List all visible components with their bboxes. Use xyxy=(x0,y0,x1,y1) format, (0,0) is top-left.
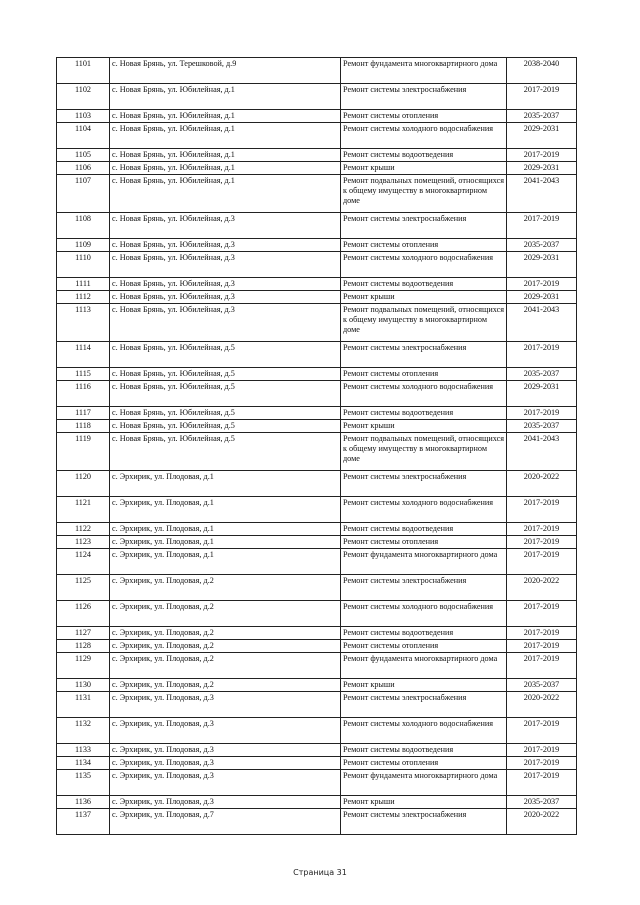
work-type-cell: Ремонт системы водоотведения xyxy=(341,744,507,757)
years-cell: 2017-2019 xyxy=(507,149,577,162)
address-cell: с. Новая Брянь, ул. Терешковой, д.9 xyxy=(110,58,341,84)
row-number-cell: 1133 xyxy=(57,744,110,757)
table-row xyxy=(57,291,577,304)
row-number-cell: 1128 xyxy=(57,640,110,653)
work-type-cell: Ремонт крыши xyxy=(341,420,507,433)
work-type-cell: Ремонт системы холодного водоснабжения xyxy=(341,381,507,407)
work-type-cell: Ремонт крыши xyxy=(341,291,507,304)
address-cell: с. Новая Брянь, ул. Юбилейная, д.5 xyxy=(110,381,341,407)
table-row xyxy=(57,239,577,252)
address-cell: с. Новая Брянь, ул. Юбилейная, д.3 xyxy=(110,304,341,342)
row-number-cell: 1131 xyxy=(57,692,110,718)
years-cell: 2020-2022 xyxy=(507,692,577,718)
row-number-cell: 1117 xyxy=(57,407,110,420)
table-row xyxy=(57,718,577,744)
years-cell: 2017-2019 xyxy=(507,653,577,679)
row-number-cell: 1108 xyxy=(57,213,110,239)
row-number-cell: 1101 xyxy=(57,58,110,84)
years-cell: 2017-2019 xyxy=(507,536,577,549)
address-cell: с. Новая Брянь, ул. Юбилейная, д.5 xyxy=(110,342,341,368)
years-cell: 2020-2022 xyxy=(507,575,577,601)
row-number-cell: 1134 xyxy=(57,757,110,770)
address-cell: с. Эрхирик, ул. Плодовая, д.2 xyxy=(110,653,341,679)
address-cell: с. Новая Брянь, ул. Юбилейная, д.3 xyxy=(110,239,341,252)
address-cell: с. Эрхирик, ул. Плодовая, д.3 xyxy=(110,718,341,744)
address-cell: с. Новая Брянь, ул. Юбилейная, д.3 xyxy=(110,252,341,278)
address-cell: с. Эрхирик, ул. Плодовая, д.2 xyxy=(110,627,341,640)
row-number-cell: 1135 xyxy=(57,770,110,796)
work-type-cell: Ремонт системы холодного водоснабжения xyxy=(341,718,507,744)
work-type-cell: Ремонт системы электроснабжения xyxy=(341,213,507,239)
table-row xyxy=(57,58,577,84)
row-number-cell: 1104 xyxy=(57,123,110,149)
row-number-cell: 1120 xyxy=(57,471,110,497)
table-row xyxy=(57,601,577,627)
table-row xyxy=(57,84,577,110)
years-cell: 2041-2043 xyxy=(507,175,577,213)
row-number-cell: 1109 xyxy=(57,239,110,252)
work-type-cell: Ремонт крыши xyxy=(341,162,507,175)
years-cell: 2029-2031 xyxy=(507,162,577,175)
table-row xyxy=(57,368,577,381)
years-cell: 2035-2037 xyxy=(507,110,577,123)
work-type-cell: Ремонт системы холодного водоснабжения xyxy=(341,497,507,523)
table-row xyxy=(57,252,577,278)
row-number-cell: 1137 xyxy=(57,809,110,835)
row-number-cell: 1102 xyxy=(57,84,110,110)
document-table-container xyxy=(56,57,576,835)
table-row xyxy=(57,692,577,718)
address-cell: с. Эрхирик, ул. Плодовая, д.3 xyxy=(110,692,341,718)
years-cell: 2017-2019 xyxy=(507,601,577,627)
years-cell: 2017-2019 xyxy=(507,627,577,640)
work-type-cell: Ремонт системы водоотведения xyxy=(341,278,507,291)
row-number-cell: 1130 xyxy=(57,679,110,692)
table-row xyxy=(57,381,577,407)
work-type-cell: Ремонт системы водоотведения xyxy=(341,149,507,162)
row-number-cell: 1111 xyxy=(57,278,110,291)
work-type-cell: Ремонт системы водоотведения xyxy=(341,407,507,420)
work-type-cell: Ремонт фундамента многоквартирного дома xyxy=(341,58,507,84)
address-cell: с. Эрхирик, ул. Плодовая, д.7 xyxy=(110,809,341,835)
row-number-cell: 1107 xyxy=(57,175,110,213)
capital-repair-schedule-table xyxy=(56,57,577,835)
years-cell: 2017-2019 xyxy=(507,770,577,796)
years-cell: 2017-2019 xyxy=(507,549,577,575)
row-number-cell: 1136 xyxy=(57,796,110,809)
work-type-cell: Ремонт системы отопления xyxy=(341,368,507,381)
table-row xyxy=(57,523,577,536)
work-type-cell: Ремонт крыши xyxy=(341,796,507,809)
table-row xyxy=(57,796,577,809)
work-type-cell: Ремонт системы электроснабжения xyxy=(341,471,507,497)
work-type-cell: Ремонт фундамента многоквартирного дома xyxy=(341,549,507,575)
address-cell: с. Новая Брянь, ул. Юбилейная, д.3 xyxy=(110,278,341,291)
years-cell: 2017-2019 xyxy=(507,497,577,523)
years-cell: 2029-2031 xyxy=(507,252,577,278)
work-type-cell: Ремонт крыши xyxy=(341,679,507,692)
years-cell: 2017-2019 xyxy=(507,342,577,368)
years-cell: 2029-2031 xyxy=(507,381,577,407)
address-cell: с. Эрхирик, ул. Плодовая, д.3 xyxy=(110,744,341,757)
row-number-cell: 1115 xyxy=(57,368,110,381)
years-cell: 2017-2019 xyxy=(507,278,577,291)
address-cell: с. Новая Брянь, ул. Юбилейная, д.1 xyxy=(110,162,341,175)
table-row xyxy=(57,770,577,796)
row-number-cell: 1114 xyxy=(57,342,110,368)
table-row xyxy=(57,549,577,575)
address-cell: с. Эрхирик, ул. Плодовая, д.1 xyxy=(110,536,341,549)
row-number-cell: 1127 xyxy=(57,627,110,640)
address-cell: с. Новая Брянь, ул. Юбилейная, д.1 xyxy=(110,149,341,162)
row-number-cell: 1123 xyxy=(57,536,110,549)
address-cell: с. Новая Брянь, ул. Юбилейная, д.5 xyxy=(110,407,341,420)
address-cell: с. Новая Брянь, ул. Юбилейная, д.1 xyxy=(110,175,341,213)
years-cell: 2035-2037 xyxy=(507,420,577,433)
work-type-cell: Ремонт системы холодного водоснабжения xyxy=(341,123,507,149)
address-cell: с. Эрхирик, ул. Плодовая, д.3 xyxy=(110,796,341,809)
row-number-cell: 1132 xyxy=(57,718,110,744)
table-row xyxy=(57,407,577,420)
table-row xyxy=(57,433,577,471)
row-number-cell: 1121 xyxy=(57,497,110,523)
table-row xyxy=(57,110,577,123)
row-number-cell: 1110 xyxy=(57,252,110,278)
work-type-cell: Ремонт системы электроснабжения xyxy=(341,84,507,110)
row-number-cell: 1113 xyxy=(57,304,110,342)
years-cell: 2020-2022 xyxy=(507,809,577,835)
table-row xyxy=(57,149,577,162)
table-row xyxy=(57,536,577,549)
row-number-cell: 1112 xyxy=(57,291,110,304)
years-cell: 2017-2019 xyxy=(507,84,577,110)
table-row xyxy=(57,213,577,239)
address-cell: с. Эрхирик, ул. Плодовая, д.3 xyxy=(110,770,341,796)
row-number-cell: 1106 xyxy=(57,162,110,175)
years-cell: 2017-2019 xyxy=(507,757,577,770)
address-cell: с. Эрхирик, ул. Плодовая, д.2 xyxy=(110,679,341,692)
row-number-cell: 1119 xyxy=(57,433,110,471)
table-row xyxy=(57,304,577,342)
work-type-cell: Ремонт системы отопления xyxy=(341,757,507,770)
years-cell: 2035-2037 xyxy=(507,679,577,692)
table-row xyxy=(57,679,577,692)
work-type-cell: Ремонт подвальных помещений, относящихся к общему имуществу в многоквартирном доме xyxy=(341,304,507,342)
work-type-cell: Ремонт системы электроснабжения xyxy=(341,342,507,368)
table-row xyxy=(57,420,577,433)
work-type-cell: Ремонт системы холодного водоснабжения xyxy=(341,252,507,278)
years-cell: 2017-2019 xyxy=(507,718,577,744)
work-type-cell: Ремонт системы отопления xyxy=(341,536,507,549)
table-row xyxy=(57,757,577,770)
work-type-cell: Ремонт системы электроснабжения xyxy=(341,692,507,718)
address-cell: с. Эрхирик, ул. Плодовая, д.2 xyxy=(110,601,341,627)
years-cell: 2029-2031 xyxy=(507,123,577,149)
address-cell: с. Эрхирик, ул. Плодовая, д.2 xyxy=(110,640,341,653)
years-cell: 2035-2037 xyxy=(507,368,577,381)
row-number-cell: 1105 xyxy=(57,149,110,162)
table-row xyxy=(57,162,577,175)
address-cell: с. Эрхирик, ул. Плодовая, д.1 xyxy=(110,497,341,523)
row-number-cell: 1103 xyxy=(57,110,110,123)
table-row xyxy=(57,640,577,653)
address-cell: с. Эрхирик, ул. Плодовая, д.2 xyxy=(110,575,341,601)
address-cell: с. Новая Брянь, ул. Юбилейная, д.1 xyxy=(110,84,341,110)
years-cell: 2020-2022 xyxy=(507,471,577,497)
work-type-cell: Ремонт подвальных помещений, относящихся к общему имуществу в многоквартирном доме xyxy=(341,433,507,471)
page-number: Страница 31 xyxy=(293,868,347,877)
years-cell: 2038-2040 xyxy=(507,58,577,84)
row-number-cell: 1118 xyxy=(57,420,110,433)
years-cell: 2017-2019 xyxy=(507,640,577,653)
work-type-cell: Ремонт системы отопления xyxy=(341,110,507,123)
row-number-cell: 1124 xyxy=(57,549,110,575)
address-cell: с. Новая Брянь, ул. Юбилейная, д.5 xyxy=(110,433,341,471)
years-cell: 2035-2037 xyxy=(507,796,577,809)
table-row xyxy=(57,278,577,291)
years-cell: 2029-2031 xyxy=(507,291,577,304)
table-row xyxy=(57,627,577,640)
row-number-cell: 1122 xyxy=(57,523,110,536)
table-row xyxy=(57,471,577,497)
years-cell: 2017-2019 xyxy=(507,213,577,239)
row-number-cell: 1116 xyxy=(57,381,110,407)
table-row xyxy=(57,175,577,213)
years-cell: 2017-2019 xyxy=(507,407,577,420)
work-type-cell: Ремонт фундамента многоквартирного дома xyxy=(341,770,507,796)
table-row xyxy=(57,653,577,679)
address-cell: с. Эрхирик, ул. Плодовая, д.1 xyxy=(110,549,341,575)
address-cell: с. Эрхирик, ул. Плодовая, д.1 xyxy=(110,471,341,497)
work-type-cell: Ремонт системы отопления xyxy=(341,640,507,653)
address-cell: с. Новая Брянь, ул. Юбилейная, д.3 xyxy=(110,213,341,239)
years-cell: 2041-2043 xyxy=(507,433,577,471)
table-row xyxy=(57,575,577,601)
row-number-cell: 1125 xyxy=(57,575,110,601)
table-body xyxy=(57,58,577,835)
address-cell: с. Новая Брянь, ул. Юбилейная, д.1 xyxy=(110,110,341,123)
years-cell: 2041-2043 xyxy=(507,304,577,342)
work-type-cell: Ремонт подвальных помещений, относящихся к общему имуществу в многоквартирном доме xyxy=(341,175,507,213)
row-number-cell: 1126 xyxy=(57,601,110,627)
work-type-cell: Ремонт фундамента многоквартирного дома xyxy=(341,653,507,679)
table-row xyxy=(57,123,577,149)
address-cell: с. Новая Брянь, ул. Юбилейная, д.3 xyxy=(110,291,341,304)
address-cell: с. Эрхирик, ул. Плодовая, д.1 xyxy=(110,523,341,536)
years-cell: 2017-2019 xyxy=(507,744,577,757)
row-number-cell: 1129 xyxy=(57,653,110,679)
work-type-cell: Ремонт системы электроснабжения xyxy=(341,809,507,835)
table-row xyxy=(57,497,577,523)
work-type-cell: Ремонт системы водоотведения xyxy=(341,523,507,536)
years-cell: 2035-2037 xyxy=(507,239,577,252)
address-cell: с. Эрхирик, ул. Плодовая, д.3 xyxy=(110,757,341,770)
table-row xyxy=(57,809,577,835)
address-cell: с. Новая Брянь, ул. Юбилейная, д.5 xyxy=(110,368,341,381)
work-type-cell: Ремонт системы электроснабжения xyxy=(341,575,507,601)
table-row xyxy=(57,744,577,757)
address-cell: с. Новая Брянь, ул. Юбилейная, д.1 xyxy=(110,123,341,149)
work-type-cell: Ремонт системы водоотведения xyxy=(341,627,507,640)
work-type-cell: Ремонт системы отопления xyxy=(341,239,507,252)
years-cell: 2017-2019 xyxy=(507,523,577,536)
address-cell: с. Новая Брянь, ул. Юбилейная, д.5 xyxy=(110,420,341,433)
work-type-cell: Ремонт системы холодного водоснабжения xyxy=(341,601,507,627)
table-row xyxy=(57,342,577,368)
